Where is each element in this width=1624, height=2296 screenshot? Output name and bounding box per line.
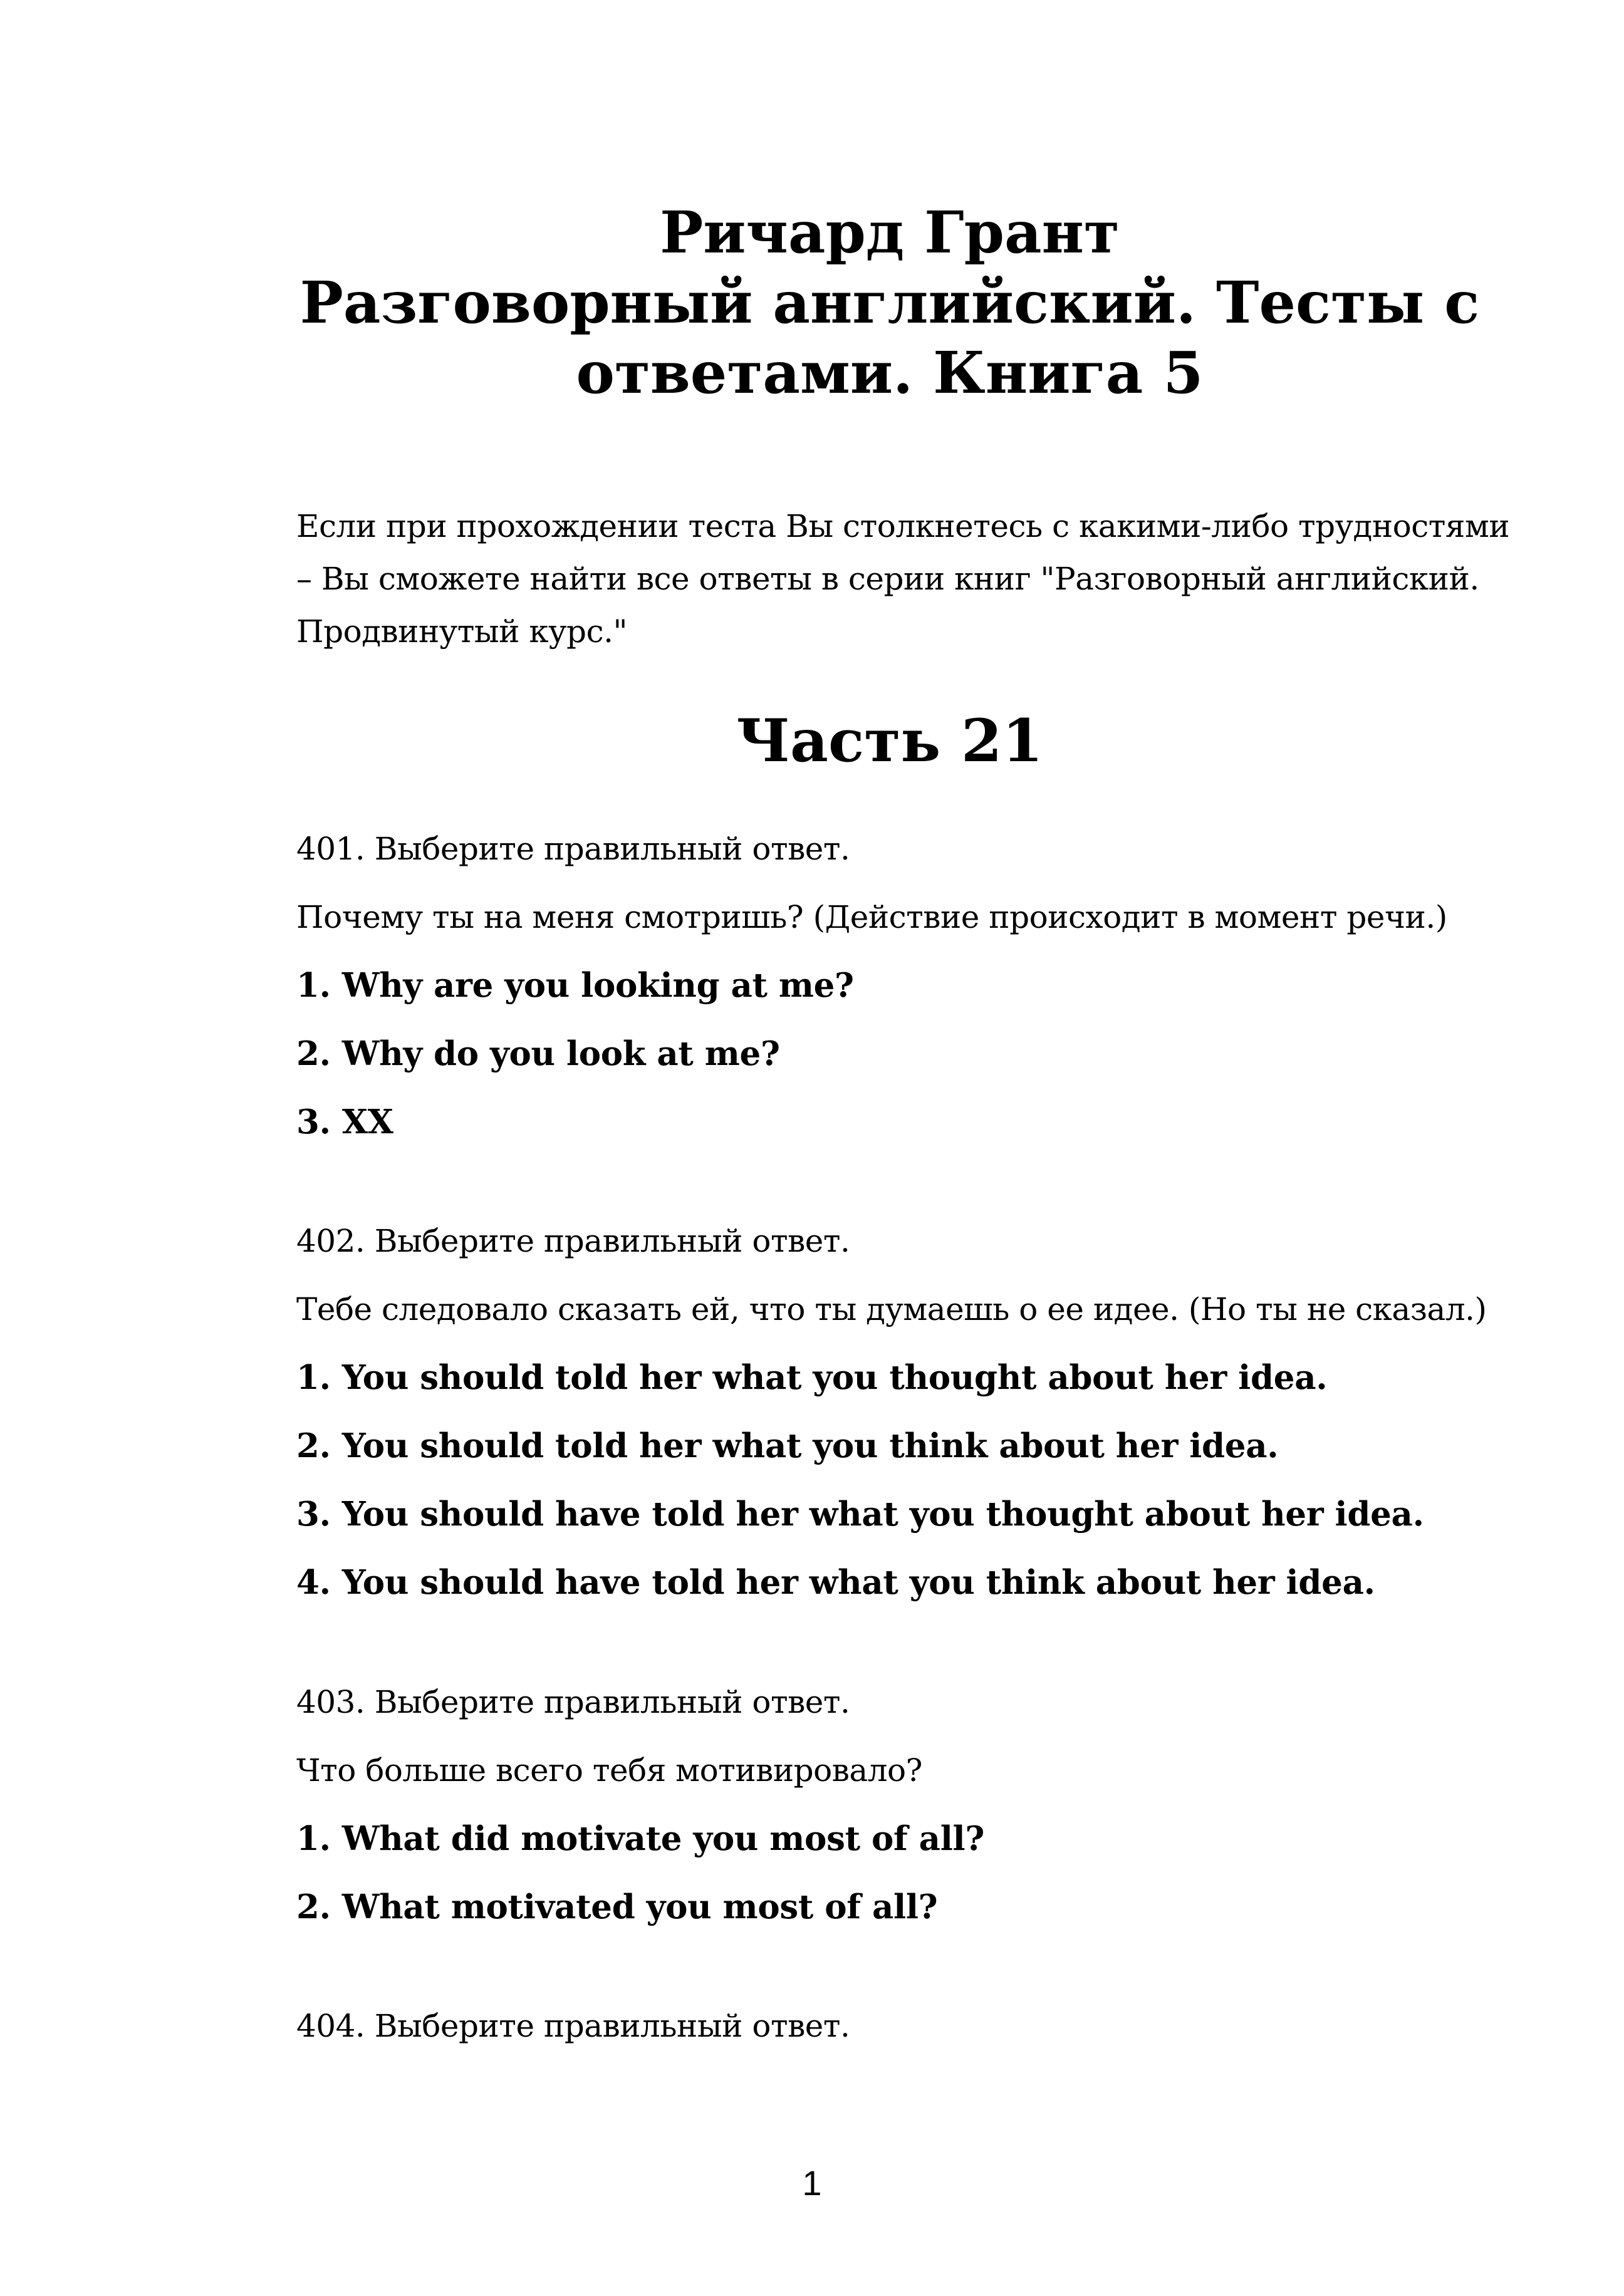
page-number: 1 xyxy=(802,2163,822,2203)
answer-option: 3. You should have told her what you thought about her idea. xyxy=(296,1495,1424,1534)
answer-option: 1. What did motivate you most of all? xyxy=(296,1819,985,1858)
answer-option: 1. You should told her what you thought about her idea. xyxy=(296,1358,1328,1397)
title-author: Ричард Грант xyxy=(660,199,1120,266)
answer-option: 2. What motivated you most of all? xyxy=(296,1888,938,1926)
intro-line: Если при прохождении теста Вы столкнетесь с какими-либо трудностями xyxy=(296,508,1510,544)
title-line-3: ответами. Книга 5 xyxy=(576,339,1204,407)
intro-paragraph xyxy=(296,500,1512,658)
question-prompt: 401. Выберите правильный ответ. xyxy=(296,831,850,867)
intro-line: Продвинутый курс." xyxy=(296,613,627,650)
intro-line: – Вы сможете найти все ответы в серии книг "Разговорный английский. xyxy=(296,561,1479,597)
question-prompt: 402. Выберите правильный ответ. xyxy=(296,1223,850,1259)
part-heading: Часть 21 xyxy=(736,707,1043,776)
question-prompt: 404. Выберите правильный ответ. xyxy=(296,2008,850,2044)
question-text: Тебе следовало сказать ей, что ты думаешь о ее идее. (Но ты не сказал.) xyxy=(296,1291,1487,1327)
answer-option: 1. Why are you looking at me? xyxy=(296,966,854,1005)
book-title xyxy=(294,197,1485,408)
answer-option: 4. You should have told her what you think about her idea. xyxy=(296,1563,1375,1602)
question-text: Почему ты на меня смотришь? (Действие происходит в момент речи.) xyxy=(296,899,1447,935)
question-text: Что больше всего тебя мотивировало? xyxy=(296,1752,922,1789)
answer-option: 3. XX xyxy=(296,1103,393,1141)
question-prompt: 403. Выберите правильный ответ. xyxy=(296,1684,850,1720)
answer-option: 2. You should told her what you think about her idea. xyxy=(296,1426,1279,1465)
title-line-2: Разговорный английский. Тесты с xyxy=(299,269,1480,336)
answer-option: 2. Why do you look at me? xyxy=(296,1034,780,1073)
